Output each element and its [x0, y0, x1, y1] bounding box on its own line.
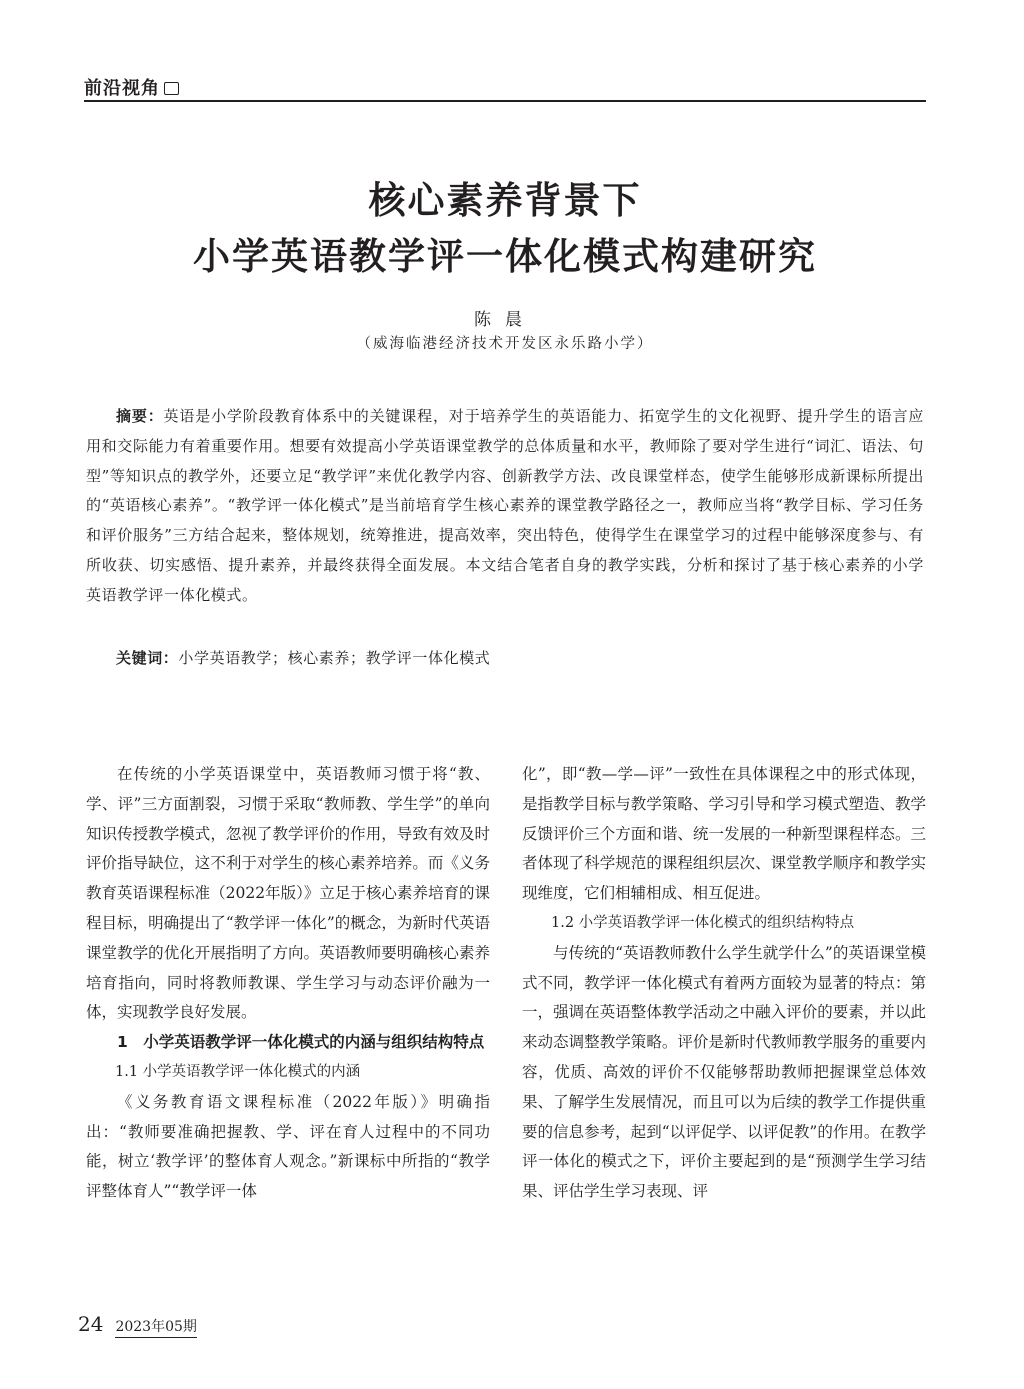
section-heading-1: 1 小学英语教学评一体化模式的内涵与组织结构特点 [117, 1033, 485, 1052]
author-name: 陈晨 [474, 310, 536, 330]
running-header [84, 76, 926, 102]
abstract [86, 402, 924, 611]
article-title-line2: 小学英语教学评一体化模式构建研究 [193, 234, 817, 278]
subsection-heading-1-2: 1.2 小学英语教学评一体化模式的组织结构特点 [551, 914, 855, 931]
paragraph: 与传统的“英语教师教什么学生就学什么”的英语课堂模式不同，教学评一体化模式有着两方面较为显著的特点：第一，强调在英语整体教学活动之中融入评价的要素，并以此来动态调整教学策略。评价是新时代教师教学服务的重要内容，优质、高效的评价不仅能够帮助教师把握课堂总体效果、了解学生发展情况，而且可以为后续的教学工作提供重要的信息参考，起到“以评促学、以评促教”的作用。在教学评一体化的模式之下，评价主要起到的是“预测学生学习结果、评估学生学习表现、评 [522, 943, 926, 1201]
header-rule [84, 100, 926, 102]
section-label: 前沿视角 [84, 78, 160, 99]
paragraph: 化”，即“教—学—评”一致性在具体课程之中的形式体现，是指教学目标与教学策略、学习引导和学习模式塑造、教学反馈评价三个方面和谐、统一发展的一种新型课程样态。三者体现了科学规范的课程组织层次、课堂教学顺序和教学实现维度，它们相辅相成、相互促进。 [522, 765, 926, 903]
book-icon [164, 82, 179, 95]
abstract-label: 摘要： [116, 407, 164, 425]
paragraph: 在传统的小学英语课堂中，英语教师习惯于将“教、学、评”三方面割裂，习惯于采取“教师教、学生学”的单向知识传授教学模式，忽视了教学评价的作用，导致有效及时评价指导缺位，这不利于对学生的核心素养培养。而《义务教育英语课程标准（2022年版）》立足于核心素养培育的课程目标，明确提出了“教学评一体化”的概念，为新时代英语课堂教学的优化开展指明了方向。英语教师要明确核心素养培育指向，同时将教师教课、学生学习与动态评价融为一体，实现教学良好发展。 [86, 765, 490, 1022]
page-footer [78, 1312, 197, 1336]
keywords-label: 关键词： [116, 649, 179, 667]
subsection-heading-1-1: 1.1 小学英语教学评一体化模式的内涵 [115, 1063, 361, 1080]
paragraph: 《义务教育语文课程标准（2022年版）》明确指出：“教师要准确把握教、学、评在育人过程中的不同功能，树立‘教学评’的整体育人观念。”新课标中所指的“教学评整体育人”“教学评一体 [86, 1092, 490, 1201]
author-affiliation: （威海临港经济技术开发区永乐路小学） [356, 336, 654, 352]
body-column-left [86, 760, 490, 1207]
keywords [86, 643, 924, 673]
article-title-line1: 核心素养背景下 [368, 178, 642, 222]
issue-label: 2023年05期 [115, 1319, 196, 1338]
page-number: 24 [78, 1312, 104, 1336]
abstract-text: 英语是小学阶段教育体系中的关键课程，对于培养学生的英语能力、拓宽学生的文化视野、提升学生的语言应用和交际能力有着重要作用。想要有效提高小学英语课堂教学的总体质量和水平，教师除了要对学生进行“词汇、语法、句型”等知识点的教学外，还要立足“教学评”来优化教学内容、创新教学方法、改良课堂样态，使学生能够形成新课标所提出的“英语核心素养”。“教学评一体化模式”是当前培育学生核心素养的课堂教学路径之一，教师应当将“教学目标、学习任务和评价服务”三方结合起来，整体规划，统筹推进，提高效率，突出特色，使得学生在课堂学习的过程中能够深度参与、有所收获、切实感悟、提升素养，并最终获得全面发展。本文结合笔者自身的教学实践，分析和探讨了基于核心素养的小学英语教学评一体化模式。 [86, 407, 924, 604]
body-column-right [522, 760, 926, 1207]
keywords-text: 小学英语教学；核心素养；教学评一体化模式 [178, 649, 491, 667]
